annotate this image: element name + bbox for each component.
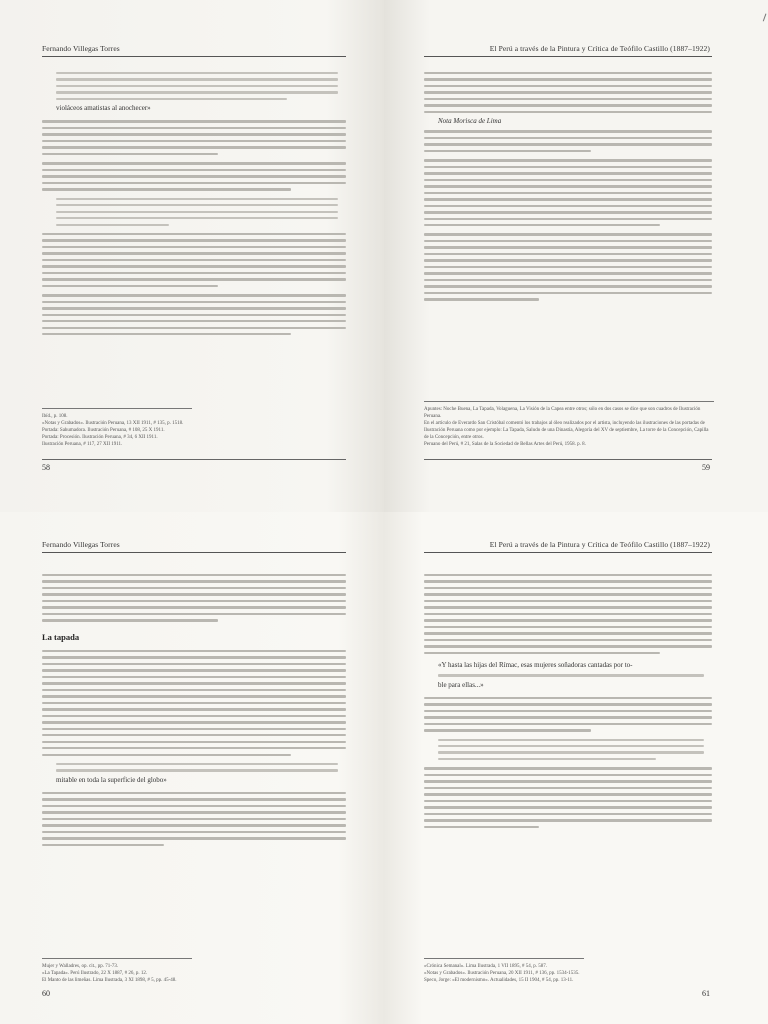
footnote: El Manto de las limeñas. Lima Ilustrada, 3 XI 1898, # 5, pp. 45-48. (42, 978, 177, 983)
block-quote (56, 72, 338, 113)
footnotes (42, 408, 192, 448)
page-number: 60 (42, 989, 50, 998)
header-rule (42, 552, 346, 553)
paragraph (42, 574, 346, 622)
paragraph (42, 792, 346, 846)
page-59 (384, 0, 768, 512)
paragraph (424, 767, 712, 828)
footnote: «Notas y Grabados». Ilustración Peruana, 13 XII 1911, # 135, p. 1518. (42, 421, 184, 426)
footnote: Mujer y Walladres, op. cit., pp. 71-73. (42, 964, 119, 969)
footnote: Portada: Procesión. Ilustración Peruana, # 34, 6 XII 1911. (42, 435, 158, 440)
footer-rule (42, 459, 346, 460)
section-heading: La tapada (42, 631, 80, 642)
header-rule (42, 56, 346, 57)
running-head: Fernando Villegas Torres (42, 44, 120, 53)
block-quote (438, 739, 704, 761)
block-quote (56, 763, 338, 785)
highlight-phrase: Nota Morisca de Lima (438, 117, 502, 126)
footnote: Speco, Jorge: «El modernismo». Actualidades, 15 II 1904, # 54, pp. 13-11. (424, 978, 574, 983)
page-number: 59 (702, 463, 710, 472)
page-58 (0, 0, 384, 512)
footnote: Ibíd., p. 108. (42, 414, 68, 419)
paragraph (424, 697, 712, 732)
footnotes (424, 958, 584, 984)
page-body (42, 574, 346, 974)
footnote: «Notas y Grabados». Ilustración Peruana, 20 XII 1911, # 136, pp. 1534-1535. (424, 971, 580, 976)
paragraph (42, 294, 346, 335)
spread-bottom (0, 512, 768, 1024)
ornament-mark (763, 14, 768, 23)
footnote: «La Tapada». Perú Ilustrado, 22 X 1887, # 26, p. 12. (42, 971, 148, 976)
footnote: En el artículo de Everardo San Cristóbal comentó los trabajos al óleo realizados por el artista, incluyendo las ilustraciones de las portadas de Ilustración Peruana como por ejemplo: La Tapada, Saludo de una Dinastía, Alegoría del XV de septiembre, La torre de la Concepción, Capilla de la Concepción, entre otros. (424, 421, 709, 440)
footnote: Portada: Sahumadora. Ilustración Peruana, # 108, 25 X 1911. (42, 428, 165, 433)
paragraph (42, 650, 346, 756)
footer-rule (424, 459, 712, 460)
page-number: 58 (42, 463, 50, 472)
page-body (42, 72, 346, 450)
running-head: El Perú a través de la Pintura y Crítica de Teófilo Castillo (1887–1922) (489, 44, 710, 53)
paragraph (42, 120, 346, 155)
page-number: 61 (702, 989, 710, 998)
page-body (424, 72, 712, 450)
page-body (424, 574, 712, 974)
paragraph (424, 159, 712, 226)
footnote: Peruano del Perú, # 21, Salas de la Sociedad de Bellas Artes del Perú, 1958. p. 8. (424, 442, 586, 447)
block-quote (56, 198, 338, 226)
paragraph (424, 72, 712, 152)
paragraph (424, 574, 712, 654)
running-head: Fernando Villegas Torres (42, 540, 120, 549)
page-61 (384, 512, 768, 1024)
quote-open: «Y hasta las hijas del Rímac, esas mujeres soñadoras cantadas por to- (438, 661, 633, 670)
quote-tail: mitable en toda la superficie del globo» (56, 775, 167, 784)
quote-tail: ble para ellas...» (438, 680, 484, 689)
footnotes (42, 958, 192, 984)
footnotes (424, 401, 714, 448)
paragraph (42, 233, 346, 287)
header-rule (424, 552, 712, 553)
footnote: Ilustración Peruana, # 117, 27 XII 1911. (42, 442, 123, 447)
footnote: «Crónica Semanal». Lima Ilustrada, 1 VII 1895, # 54, p. 587. (424, 964, 547, 969)
paragraph (424, 233, 712, 300)
running-head: El Perú a través de la Pintura y Crítica de Teófilo Castillo (1887–1922) (489, 540, 710, 549)
header-rule (424, 56, 712, 57)
footnote: Apuntes: Noche Buena, La Tapada, Volaguena, La Visión de la Capea entre otros; sólo en dos casos se dice que son cuadros de Ilustración Peruana. (424, 407, 701, 419)
paragraph (42, 162, 346, 190)
quote-tail: violáceos amatistas al anochecer» (56, 104, 151, 113)
page-60 (0, 512, 384, 1024)
block-quote (438, 661, 704, 689)
